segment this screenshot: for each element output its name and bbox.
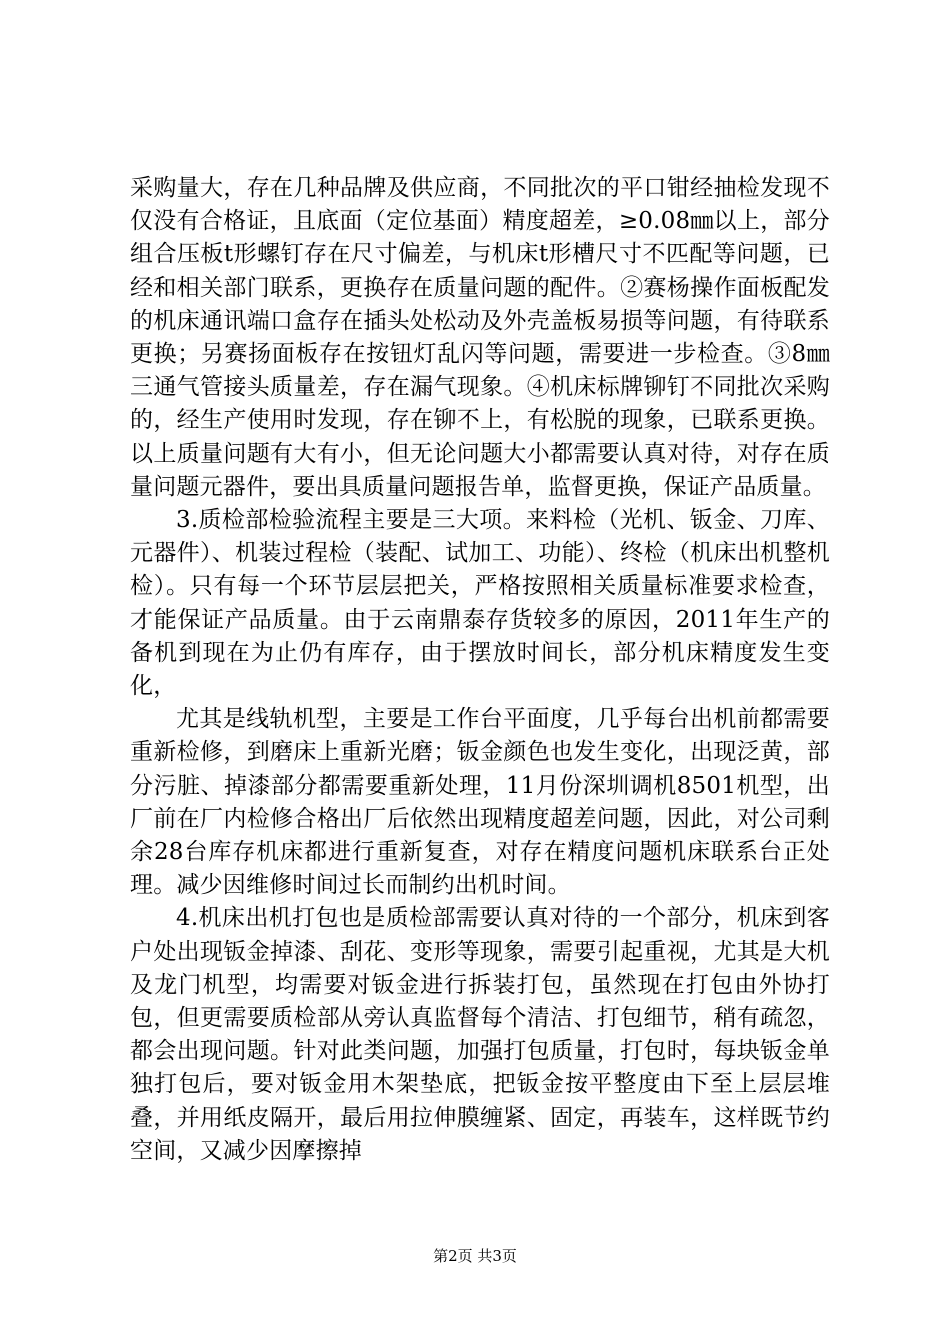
page-number-footer: 第2页 共3页 (433, 1247, 517, 1265)
paragraph-linear-rail-models: 尤其是线轨机型，主要是工作台平面度，几乎每台出机前都需要重新检修，到磨床上重新光磨；钣金颜色也发生变化，出现泛黄，部分污脏、掉漆部分都需要重新处理，11月份深圳调机8501机型，出厂前在厂内检修合格出厂后依然出现精度超差问题，因此，对公司剩余28台库存机床都进行重新复查，对存在精度问题机床联系台正处理。减少因维修时间过长而制约出机时间。 (130, 706, 830, 899)
paragraph-packaging: 4.机床出机打包也是质检部需要认真对待的一个部分，机床到客户处出现钣金掉漆、刮花、变形等现象，需要引起重视，尤其是大机及龙门机型，均需要对钣金进行拆装打包，虽然现在打包由外协打包，但更需要质检部从旁认真监督每个清洁、打包细节，稍有疏忽，都会出现问题。针对此类问题，加强打包质量，打包时，每块钣金单独打包后，要对钣金用木架垫底，把钣金按平整度由下至上层层堆叠，并用纸皮隔开，最后用拉伸膜缠紧、固定，再装车，这样既节约空间，又减少因摩擦掉 (130, 905, 830, 1164)
document-body (130, 172, 830, 1168)
paragraph-inspection-process: 3.质检部检验流程主要是三大项。来料检（光机、钣金、刀库、元器件）、机装过程检（装配、试加工、功能）、终检（机床出机整机检）。只有每一个环节层层把关，严格按照相关质量标准要求检查，才能保证产品质量。由于云南鼎泰存货较多的原因，2011年生产的备机到现在为止仍有库存，由于摆放时间长，部分机床精度发生变化， (130, 507, 830, 700)
paragraph-quality-issues: 采购量大，存在几种品牌及供应商，不同批次的平口钳经抽检发现不仅没有合格证，且底面（定位基面）精度超差，≥0.08㎜以上，部分组合压板t形螺钉存在尺寸偏差，与机床t形槽尺寸不匹配等问题，已经和相关部门联系，更换存在质量问题的配件。②赛杨操作面板配发的机床通讯端口盒存在插头处松动及外壳盖板易损等问题，有待联系更换；另赛扬面板存在按钮灯乱闪等问题，需要进一步检查。③8㎜三通气管接头质量差，存在漏气现象。④机床标牌铆钉不同批次采购的，经生产使用时发现，存在铆不上，有松脱的现象，已联系更换。以上质量问题有大有小，但无论问题大小都需要认真对待，对存在质量问题元器件，要出具质量问题报告单，监督更换，保证产品质量。 (130, 175, 830, 500)
